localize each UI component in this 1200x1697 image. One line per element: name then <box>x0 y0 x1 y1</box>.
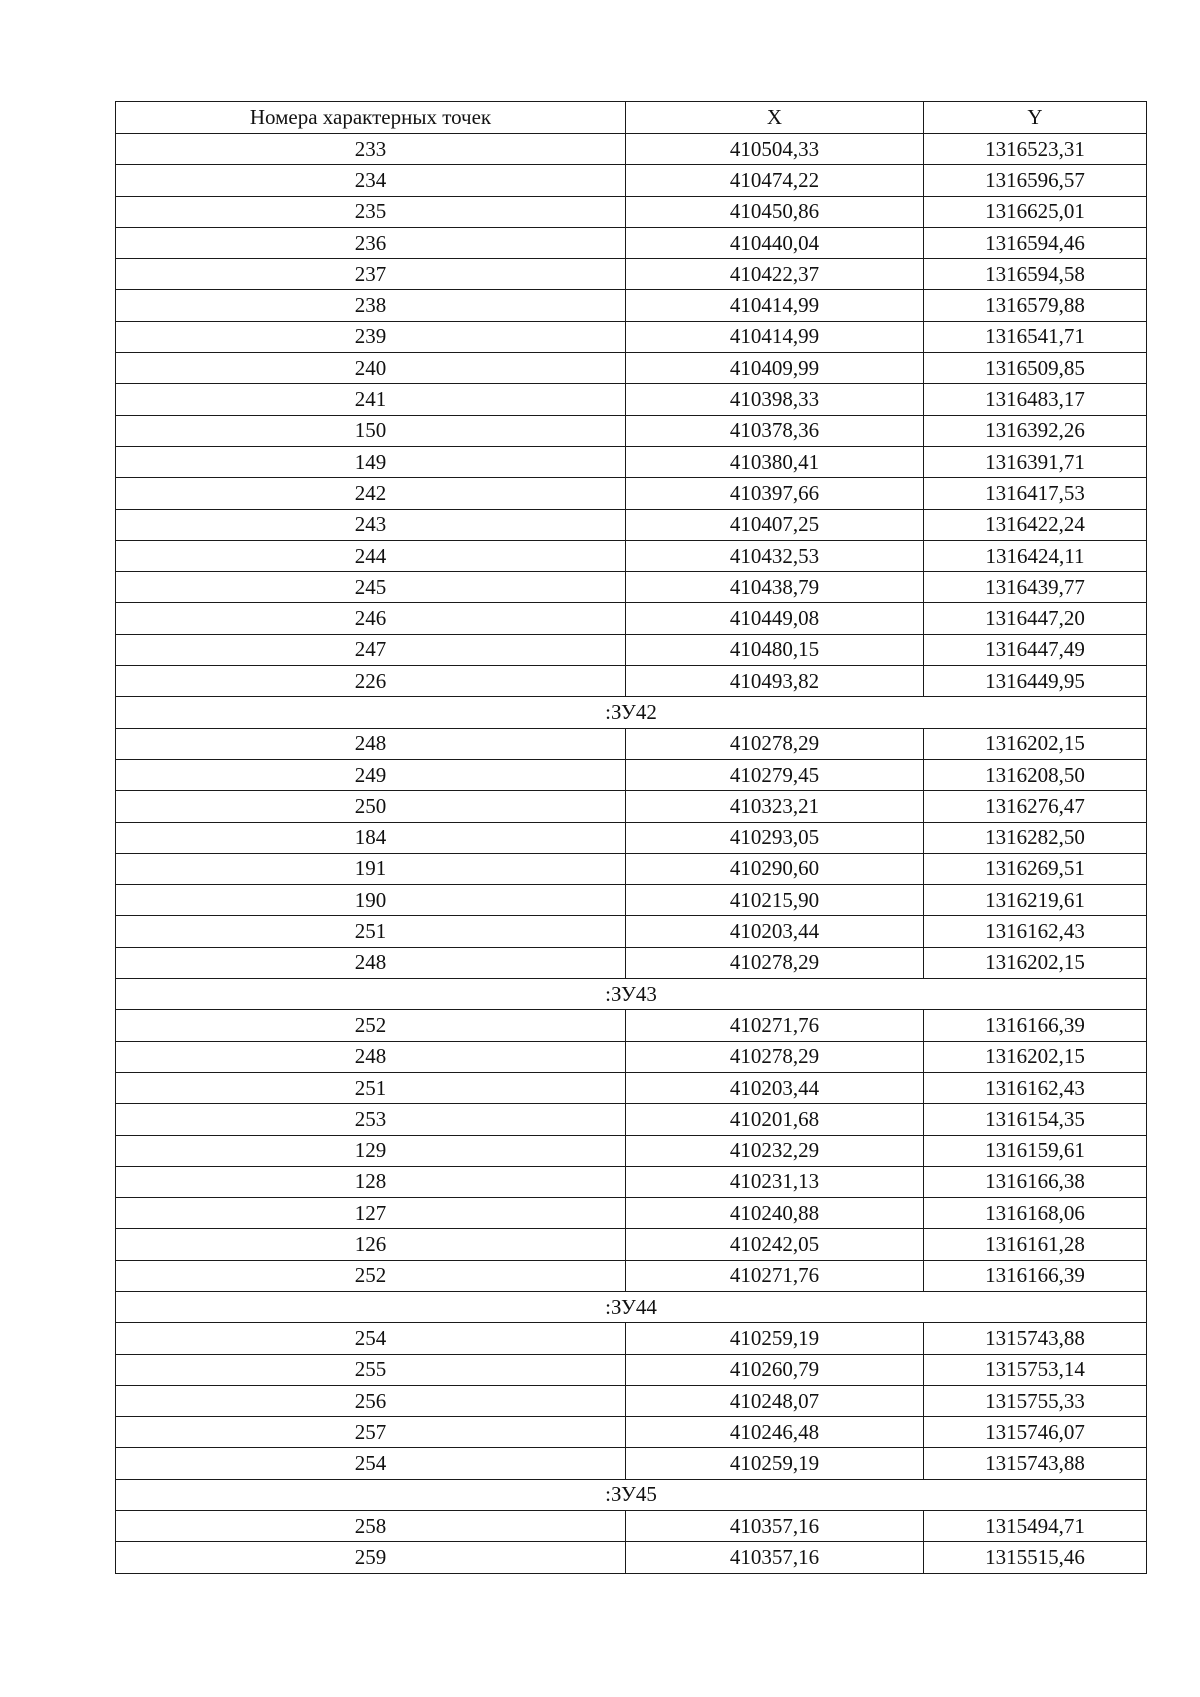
section-label: :ЗУ43 <box>116 979 1147 1010</box>
x-coordinate-cell: 410450,86 <box>626 196 924 227</box>
x-coordinate-cell: 410449,08 <box>626 603 924 634</box>
y-coordinate-cell: 1315743,88 <box>924 1323 1147 1354</box>
y-coordinate-cell: 1316483,17 <box>924 384 1147 415</box>
y-coordinate-cell: 1316159,61 <box>924 1135 1147 1166</box>
y-coordinate-cell: 1316541,71 <box>924 321 1147 352</box>
y-coordinate-cell: 1316202,15 <box>924 947 1147 978</box>
header-point-numbers: Номера характерных точек <box>116 102 626 134</box>
x-coordinate-cell: 410232,29 <box>626 1135 924 1166</box>
section-row <box>116 1291 1147 1322</box>
point-number-cell: 190 <box>116 885 626 916</box>
y-coordinate-cell: 1316594,46 <box>924 227 1147 258</box>
x-coordinate-cell: 410260,79 <box>626 1354 924 1385</box>
point-number-cell: 235 <box>116 196 626 227</box>
point-number-cell: 236 <box>116 227 626 258</box>
x-coordinate-cell: 410422,37 <box>626 259 924 290</box>
y-coordinate-cell: 1316269,51 <box>924 853 1147 884</box>
table-row <box>116 415 1147 446</box>
x-coordinate-cell: 410432,53 <box>626 540 924 571</box>
table-row <box>116 1448 1147 1479</box>
x-coordinate-cell: 410259,19 <box>626 1448 924 1479</box>
point-number-cell: 237 <box>116 259 626 290</box>
x-coordinate-cell: 410378,36 <box>626 415 924 446</box>
y-coordinate-cell: 1316202,15 <box>924 1041 1147 1072</box>
point-number-cell: 250 <box>116 791 626 822</box>
y-coordinate-cell: 1316162,43 <box>924 916 1147 947</box>
point-number-cell: 252 <box>116 1010 626 1041</box>
point-number-cell: 255 <box>116 1354 626 1385</box>
table-row <box>116 165 1147 196</box>
point-number-cell: 240 <box>116 353 626 384</box>
x-coordinate-cell: 410357,16 <box>626 1542 924 1573</box>
table-row <box>116 1166 1147 1197</box>
y-coordinate-cell: 1316276,47 <box>924 791 1147 822</box>
x-coordinate-cell: 410380,41 <box>626 446 924 477</box>
table-row <box>116 1323 1147 1354</box>
point-number-cell: 234 <box>116 165 626 196</box>
table-header-row <box>116 102 1147 134</box>
y-coordinate-cell: 1316523,31 <box>924 134 1147 165</box>
y-coordinate-cell: 1316594,58 <box>924 259 1147 290</box>
point-number-cell: 243 <box>116 509 626 540</box>
point-number-cell: 184 <box>116 822 626 853</box>
x-coordinate-cell: 410480,15 <box>626 634 924 665</box>
point-number-cell: 248 <box>116 947 626 978</box>
x-coordinate-cell: 410398,33 <box>626 384 924 415</box>
table-row <box>116 478 1147 509</box>
point-number-cell: 259 <box>116 1542 626 1573</box>
point-number-cell: 252 <box>116 1260 626 1291</box>
y-coordinate-cell: 1316449,95 <box>924 666 1147 697</box>
table-row <box>116 196 1147 227</box>
y-coordinate-cell: 1315746,07 <box>924 1417 1147 1448</box>
section-row <box>116 697 1147 728</box>
y-coordinate-cell: 1316579,88 <box>924 290 1147 321</box>
y-coordinate-cell: 1316625,01 <box>924 196 1147 227</box>
table-row <box>116 853 1147 884</box>
x-coordinate-cell: 410259,19 <box>626 1323 924 1354</box>
point-number-cell: 248 <box>116 1041 626 1072</box>
y-coordinate-cell: 1315743,88 <box>924 1448 1147 1479</box>
point-number-cell: 149 <box>116 446 626 477</box>
table-row <box>116 1354 1147 1385</box>
point-number-cell: 254 <box>116 1323 626 1354</box>
x-coordinate-cell: 410474,22 <box>626 165 924 196</box>
table-row <box>116 791 1147 822</box>
table-row <box>116 384 1147 415</box>
coordinates-table <box>115 101 1147 1574</box>
x-coordinate-cell: 410409,99 <box>626 353 924 384</box>
point-number-cell: 258 <box>116 1511 626 1542</box>
header-x: X <box>626 102 924 134</box>
point-number-cell: 249 <box>116 759 626 790</box>
point-number-cell: 253 <box>116 1104 626 1135</box>
y-coordinate-cell: 1316166,39 <box>924 1260 1147 1291</box>
y-coordinate-cell: 1316439,77 <box>924 572 1147 603</box>
point-number-cell: 242 <box>116 478 626 509</box>
x-coordinate-cell: 410278,29 <box>626 1041 924 1072</box>
point-number-cell: 239 <box>116 321 626 352</box>
table-row <box>116 509 1147 540</box>
y-coordinate-cell: 1316509,85 <box>924 353 1147 384</box>
table-row <box>116 1010 1147 1041</box>
table-row <box>116 1072 1147 1103</box>
x-coordinate-cell: 410201,68 <box>626 1104 924 1135</box>
y-coordinate-cell: 1316417,53 <box>924 478 1147 509</box>
coordinates-table-body <box>116 102 1147 1574</box>
y-coordinate-cell: 1316447,49 <box>924 634 1147 665</box>
point-number-cell: 150 <box>116 415 626 446</box>
table-row <box>116 1385 1147 1416</box>
table-row <box>116 1135 1147 1166</box>
point-number-cell: 246 <box>116 603 626 634</box>
y-coordinate-cell: 1316208,50 <box>924 759 1147 790</box>
table-row <box>116 134 1147 165</box>
y-coordinate-cell: 1316424,11 <box>924 540 1147 571</box>
x-coordinate-cell: 410240,88 <box>626 1198 924 1229</box>
point-number-cell: 127 <box>116 1198 626 1229</box>
x-coordinate-cell: 410397,66 <box>626 478 924 509</box>
x-coordinate-cell: 410278,29 <box>626 728 924 759</box>
table-row <box>116 290 1147 321</box>
section-row <box>116 979 1147 1010</box>
x-coordinate-cell: 410440,04 <box>626 227 924 258</box>
x-coordinate-cell: 410438,79 <box>626 572 924 603</box>
x-coordinate-cell: 410290,60 <box>626 853 924 884</box>
table-row <box>116 446 1147 477</box>
x-coordinate-cell: 410414,99 <box>626 290 924 321</box>
point-number-cell: 241 <box>116 384 626 415</box>
table-row <box>116 259 1147 290</box>
table-row <box>116 666 1147 697</box>
table-row <box>116 1198 1147 1229</box>
y-coordinate-cell: 1316154,35 <box>924 1104 1147 1135</box>
point-number-cell: 244 <box>116 540 626 571</box>
y-coordinate-cell: 1315515,46 <box>924 1542 1147 1573</box>
table-row <box>116 353 1147 384</box>
table-row <box>116 1104 1147 1135</box>
y-coordinate-cell: 1316202,15 <box>924 728 1147 759</box>
table-row <box>116 1229 1147 1260</box>
x-coordinate-cell: 410278,29 <box>626 947 924 978</box>
point-number-cell: 257 <box>116 1417 626 1448</box>
y-coordinate-cell: 1315753,14 <box>924 1354 1147 1385</box>
table-row <box>116 540 1147 571</box>
point-number-cell: 245 <box>116 572 626 603</box>
x-coordinate-cell: 410248,07 <box>626 1385 924 1416</box>
table-row <box>116 885 1147 916</box>
point-number-cell: 247 <box>116 634 626 665</box>
point-number-cell: 251 <box>116 1072 626 1103</box>
section-label: :ЗУ45 <box>116 1479 1147 1510</box>
section-label: :ЗУ42 <box>116 697 1147 728</box>
x-coordinate-cell: 410271,76 <box>626 1260 924 1291</box>
point-number-cell: 238 <box>116 290 626 321</box>
point-number-cell: 248 <box>116 728 626 759</box>
x-coordinate-cell: 410279,45 <box>626 759 924 790</box>
y-coordinate-cell: 1315755,33 <box>924 1385 1147 1416</box>
x-coordinate-cell: 410504,33 <box>626 134 924 165</box>
point-number-cell: 256 <box>116 1385 626 1416</box>
point-number-cell: 129 <box>116 1135 626 1166</box>
point-number-cell: 128 <box>116 1166 626 1197</box>
x-coordinate-cell: 410215,90 <box>626 885 924 916</box>
point-number-cell: 126 <box>116 1229 626 1260</box>
table-row <box>116 728 1147 759</box>
point-number-cell: 233 <box>116 134 626 165</box>
x-coordinate-cell: 410203,44 <box>626 1072 924 1103</box>
table-row <box>116 1542 1147 1573</box>
x-coordinate-cell: 410271,76 <box>626 1010 924 1041</box>
table-row <box>116 759 1147 790</box>
point-number-cell: 254 <box>116 1448 626 1479</box>
x-coordinate-cell: 410203,44 <box>626 916 924 947</box>
y-coordinate-cell: 1316282,50 <box>924 822 1147 853</box>
x-coordinate-cell: 410357,16 <box>626 1511 924 1542</box>
table-row <box>116 822 1147 853</box>
section-label: :ЗУ44 <box>116 1291 1147 1322</box>
y-coordinate-cell: 1315494,71 <box>924 1511 1147 1542</box>
x-coordinate-cell: 410246,48 <box>626 1417 924 1448</box>
table-row <box>116 321 1147 352</box>
y-coordinate-cell: 1316219,61 <box>924 885 1147 916</box>
header-y: Y <box>924 102 1147 134</box>
table-row <box>116 1041 1147 1072</box>
table-row <box>116 1260 1147 1291</box>
y-coordinate-cell: 1316447,20 <box>924 603 1147 634</box>
point-number-cell: 226 <box>116 666 626 697</box>
table-row <box>116 572 1147 603</box>
y-coordinate-cell: 1316391,71 <box>924 446 1147 477</box>
table-row <box>116 634 1147 665</box>
point-number-cell: 191 <box>116 853 626 884</box>
x-coordinate-cell: 410323,21 <box>626 791 924 822</box>
x-coordinate-cell: 410407,25 <box>626 509 924 540</box>
y-coordinate-cell: 1316161,28 <box>924 1229 1147 1260</box>
y-coordinate-cell: 1316162,43 <box>924 1072 1147 1103</box>
table-row <box>116 916 1147 947</box>
table-row <box>116 1511 1147 1542</box>
x-coordinate-cell: 410242,05 <box>626 1229 924 1260</box>
x-coordinate-cell: 410293,05 <box>626 822 924 853</box>
section-row <box>116 1479 1147 1510</box>
x-coordinate-cell: 410493,82 <box>626 666 924 697</box>
y-coordinate-cell: 1316392,26 <box>924 415 1147 446</box>
y-coordinate-cell: 1316596,57 <box>924 165 1147 196</box>
point-number-cell: 251 <box>116 916 626 947</box>
y-coordinate-cell: 1316422,24 <box>924 509 1147 540</box>
x-coordinate-cell: 410231,13 <box>626 1166 924 1197</box>
y-coordinate-cell: 1316166,38 <box>924 1166 1147 1197</box>
y-coordinate-cell: 1316168,06 <box>924 1198 1147 1229</box>
x-coordinate-cell: 410414,99 <box>626 321 924 352</box>
y-coordinate-cell: 1316166,39 <box>924 1010 1147 1041</box>
table-row <box>116 1417 1147 1448</box>
table-row <box>116 947 1147 978</box>
table-row <box>116 227 1147 258</box>
table-row <box>116 603 1147 634</box>
